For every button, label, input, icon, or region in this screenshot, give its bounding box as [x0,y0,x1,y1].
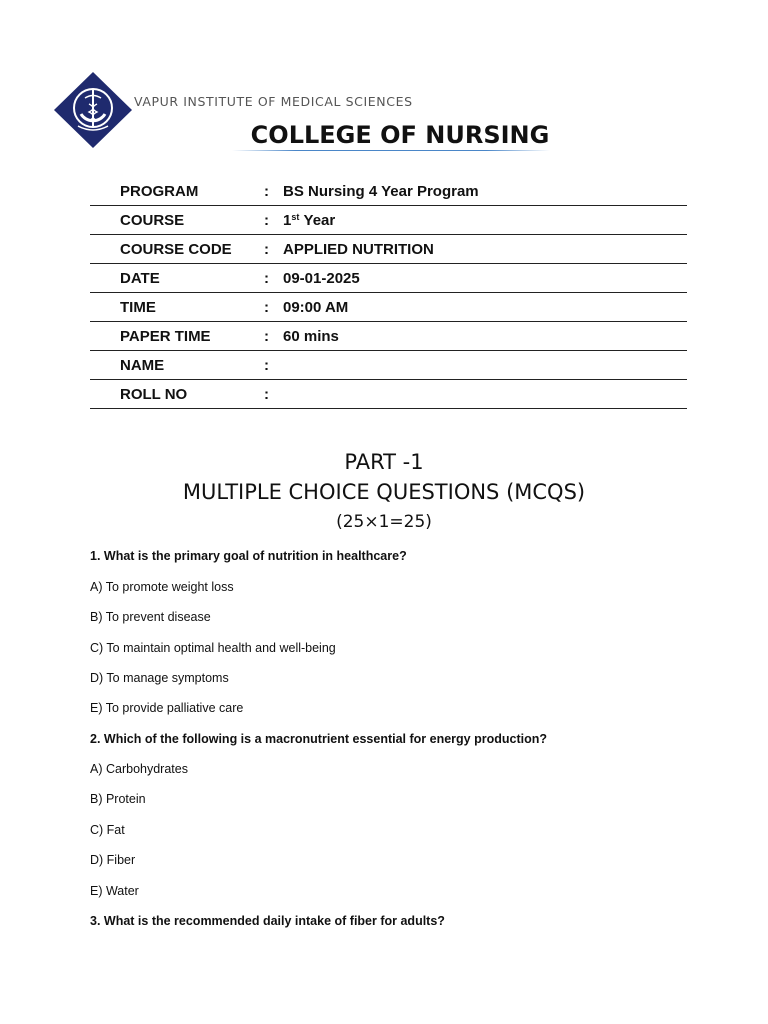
info-row-time [90,293,687,322]
course-year-word: Year [303,212,336,229]
title-underline [232,150,550,151]
info-separator: : [264,299,269,316]
info-label: PROGRAM [120,183,199,200]
course-year-number: 1 [283,212,292,229]
question-1-option-e: E) To provide palliative care [90,701,244,715]
question-2-option-e: E) Water [90,884,139,898]
question-2-option-a: A) Carbohydrates [90,762,188,776]
info-label: ROLL NO [120,386,188,403]
info-label: PAPER TIME [120,328,211,345]
info-row-name [90,351,687,380]
info-row-date [90,264,687,293]
info-label: DATE [120,270,160,287]
info-label: COURSE [120,212,185,229]
info-separator: : [264,357,269,374]
info-label: TIME [120,299,156,316]
question-2-option-c: C) Fat [90,823,125,837]
info-value: 09-01-2025 [283,270,360,287]
info-value: BS Nursing 4 Year Program [283,183,479,200]
question-2-option-d: D) Fiber [90,853,136,867]
question-1-option-b: B) To prevent disease [90,610,211,624]
info-value [283,212,335,229]
info-separator: : [264,183,269,200]
question-1: 1. What is the primary goal of nutrition in healthcare? [90,549,407,563]
question-1-option-a: A) To promote weight loss [90,580,234,594]
info-separator: : [264,212,269,229]
question-2: 2. Which of the following is a macronutrient essential for energy production? [90,732,547,746]
info-label: COURSE CODE [120,241,232,258]
info-row-course-code [90,235,687,264]
info-label: NAME [120,357,165,374]
info-separator: : [264,241,269,258]
college-title: COLLEGE OF NURSING [250,121,550,149]
info-separator: : [264,270,269,287]
info-row-paper-time [90,322,687,351]
part-title: PART -1 [344,450,424,474]
info-row-course [90,206,687,235]
question-2-option-b: B) Protein [90,792,146,806]
info-separator: : [264,328,269,345]
section-title: MULTIPLE CHOICE QUESTIONS (MCQS) [182,480,586,504]
info-separator: : [264,386,269,403]
marks-distribution: (25×1=25) [336,512,432,532]
question-1-option-c: C) To maintain optimal health and well-being [90,641,336,655]
info-row-program [90,177,687,206]
info-row-roll-no [90,380,687,409]
exam-info-table [90,177,687,409]
question-1-option-d: D) To manage symptoms [90,671,229,685]
institute-name: VAPUR INSTITUTE OF MEDICAL SCIENCES [134,94,413,109]
info-value: 60 mins [283,328,339,345]
question-3: 3. What is the recommended daily intake of fiber for adults? [90,914,445,928]
info-value: APPLIED NUTRITION [283,241,434,258]
info-value: 09:00 AM [283,299,349,316]
course-year-suffix: st [291,212,300,222]
